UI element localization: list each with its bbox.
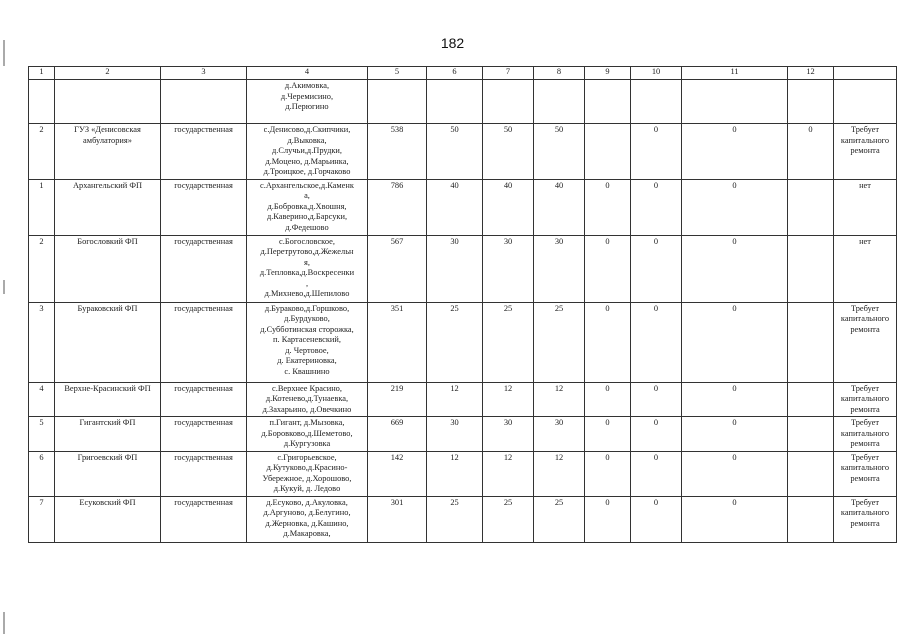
table-cell: 1 (29, 179, 55, 235)
table-cell: 219 (368, 382, 427, 417)
data-table (28, 66, 897, 543)
table-cell: государственная (161, 179, 247, 235)
table-cell: 0 (585, 179, 631, 235)
column-header (834, 67, 897, 80)
table-cell: Требует капитального ремонта (834, 302, 897, 382)
table-cell: 30 (534, 417, 585, 452)
table-cell (788, 382, 834, 417)
table-cell: 2 (29, 124, 55, 180)
table-cell: государственная (161, 417, 247, 452)
table-cell: с.Григорьевское, д.Кутуково,д.Красино- Убережное, д.Хорошово, д.Кукуй, д. Ледово (247, 451, 368, 496)
table-row (29, 80, 897, 124)
table-cell: Требует капитального ремонта (834, 417, 897, 452)
table-cell: с.Богословское, д.Перетрутово,д.Жежельн я, д.Тепловка,д.Воскресенки , д.Михнево,д.Шепилово (247, 235, 368, 302)
table-cell: 0 (682, 451, 788, 496)
table-cell: 142 (368, 451, 427, 496)
table-cell (534, 80, 585, 124)
table-cell (788, 417, 834, 452)
table-cell: государственная (161, 496, 247, 542)
table-cell: ГУЗ «Денисовская амбулатория» (55, 124, 161, 180)
table-row (29, 124, 897, 180)
table-cell: с.Архангельское,д.Каменк а, д.Бобровка,д.Хвошня, д.Каверино,д.Барсуки, д.Федешово (247, 179, 368, 235)
table-cell: 0 (682, 124, 788, 180)
column-header: 12 (788, 67, 834, 80)
table-cell: Архангельский ФП (55, 179, 161, 235)
table-cell: д.Акимовка, д.Черемисино, д.Перюгино (247, 80, 368, 124)
table-cell: 351 (368, 302, 427, 382)
scan-edge-mark (3, 280, 5, 294)
table-cell: 0 (682, 235, 788, 302)
table-cell: 0 (631, 235, 682, 302)
table-cell: 4 (29, 382, 55, 417)
table-cell: 669 (368, 417, 427, 452)
table-cell: 0 (631, 382, 682, 417)
table-cell: д.Есуково, д.Акуловка, д.Аргуново, д.Белугино, д.Жерновка, д.Кашино, д.Макаровка, (247, 496, 368, 542)
table-cell (585, 80, 631, 124)
table-cell: 2 (29, 235, 55, 302)
table-cell: 0 (585, 235, 631, 302)
table-cell (483, 80, 534, 124)
column-header: 4 (247, 67, 368, 80)
table-cell: 30 (483, 417, 534, 452)
table-cell: Требует капитального ремонта (834, 124, 897, 180)
table-cell: 30 (427, 417, 483, 452)
table-cell: Верхне-Красинский ФП (55, 382, 161, 417)
table-cell: 6 (29, 451, 55, 496)
table-cell: 40 (534, 179, 585, 235)
table-cell: Требует капитального ремонта (834, 382, 897, 417)
table-cell: 0 (631, 496, 682, 542)
table-cell (29, 80, 55, 124)
table-cell: 0 (631, 451, 682, 496)
page-number: 182 (440, 35, 465, 51)
table-cell: 0 (631, 302, 682, 382)
table-cell (788, 235, 834, 302)
table-cell: 0 (585, 451, 631, 496)
table-header-row (29, 67, 897, 80)
table-cell: 0 (682, 382, 788, 417)
table-cell: 0 (682, 496, 788, 542)
table-cell: 12 (483, 451, 534, 496)
table-cell: с.Денисово,д.Скипчики, д.Выковка, д.Случьи,д.Прудки, д.Моцено, д.Марьинка, д.Троицкое, д.Горчаково (247, 124, 368, 180)
table-cell: Требует капитального ремонта (834, 496, 897, 542)
table-cell: государственная (161, 382, 247, 417)
table-cell: Требует капитального ремонта (834, 451, 897, 496)
table-cell: государственная (161, 451, 247, 496)
table-cell: 0 (631, 179, 682, 235)
table-row (29, 382, 897, 417)
table-cell: нет (834, 235, 897, 302)
table-cell: 25 (483, 302, 534, 382)
table-cell: 25 (427, 302, 483, 382)
table-cell: 0 (585, 382, 631, 417)
column-header: 3 (161, 67, 247, 80)
table-cell: Богословкий ФП (55, 235, 161, 302)
column-header: 6 (427, 67, 483, 80)
table-cell: 0 (585, 417, 631, 452)
table-row (29, 417, 897, 452)
table-cell: 0 (585, 496, 631, 542)
scan-edge-mark (3, 40, 5, 66)
table-cell: 0 (682, 417, 788, 452)
table-cell: 12 (534, 451, 585, 496)
table-cell: 0 (788, 124, 834, 180)
table-cell (585, 124, 631, 180)
table-cell: 7 (29, 496, 55, 542)
table-cell (788, 179, 834, 235)
table-row (29, 235, 897, 302)
table-cell: 12 (427, 382, 483, 417)
table-cell: 538 (368, 124, 427, 180)
column-header: 7 (483, 67, 534, 80)
table-cell: 567 (368, 235, 427, 302)
table-cell: 301 (368, 496, 427, 542)
table-cell: 3 (29, 302, 55, 382)
table-cell: 0 (682, 302, 788, 382)
table-cell: п.Гигант, д.Мызовка, д.Боровково,д.Шеметово, д.Кургузовка (247, 417, 368, 452)
table-cell: Гигантский ФП (55, 417, 161, 452)
table-cell: 12 (427, 451, 483, 496)
table-cell (788, 496, 834, 542)
table-cell: 25 (534, 496, 585, 542)
table-cell (682, 80, 788, 124)
table-row (29, 302, 897, 382)
table-cell: государственная (161, 235, 247, 302)
table-cell: 40 (427, 179, 483, 235)
table-cell: 0 (585, 302, 631, 382)
column-header: 8 (534, 67, 585, 80)
table-cell: 40 (483, 179, 534, 235)
table-cell: 50 (427, 124, 483, 180)
table-cell: Бураковский ФП (55, 302, 161, 382)
table-cell: 0 (682, 179, 788, 235)
table-cell: 25 (483, 496, 534, 542)
table-cell (55, 80, 161, 124)
column-header: 5 (368, 67, 427, 80)
column-header: 1 (29, 67, 55, 80)
table-cell: Григоевский ФП (55, 451, 161, 496)
table-cell: 50 (534, 124, 585, 180)
table-cell: 0 (631, 417, 682, 452)
column-header: 11 (682, 67, 788, 80)
table-cell: 786 (368, 179, 427, 235)
table-row (29, 179, 897, 235)
table-row (29, 496, 897, 542)
table-cell: 0 (631, 124, 682, 180)
table-cell: 30 (427, 235, 483, 302)
table-cell (161, 80, 247, 124)
table-cell (788, 80, 834, 124)
column-header: 2 (55, 67, 161, 80)
table-cell (368, 80, 427, 124)
table-cell (788, 302, 834, 382)
table-cell (427, 80, 483, 124)
table-cell: 12 (483, 382, 534, 417)
table-cell: Есуковский ФП (55, 496, 161, 542)
scan-edge-mark (3, 612, 5, 634)
table-row (29, 451, 897, 496)
table-cell: 30 (534, 235, 585, 302)
table-cell: нет (834, 179, 897, 235)
table-cell: 5 (29, 417, 55, 452)
table-cell (834, 80, 897, 124)
table-cell (788, 451, 834, 496)
table-cell: государственная (161, 302, 247, 382)
table-cell: 25 (427, 496, 483, 542)
table-cell: государственная (161, 124, 247, 180)
column-header: 10 (631, 67, 682, 80)
table-cell: 30 (483, 235, 534, 302)
table-cell: 25 (534, 302, 585, 382)
table-cell: д.Бураково,д.Горшково, д.Бурдуково, д.Субботинская сторожка, п. Картасеневский, д. Чертовое, д. Екатериновка, с. Квашнино (247, 302, 368, 382)
table-cell: 50 (483, 124, 534, 180)
table-cell: 12 (534, 382, 585, 417)
table-cell: с.Верхнее Красино, д.Котенево,д.Тунаевка, д.Захарьино, д.Овечкино (247, 382, 368, 417)
column-header: 9 (585, 67, 631, 80)
table-cell (631, 80, 682, 124)
